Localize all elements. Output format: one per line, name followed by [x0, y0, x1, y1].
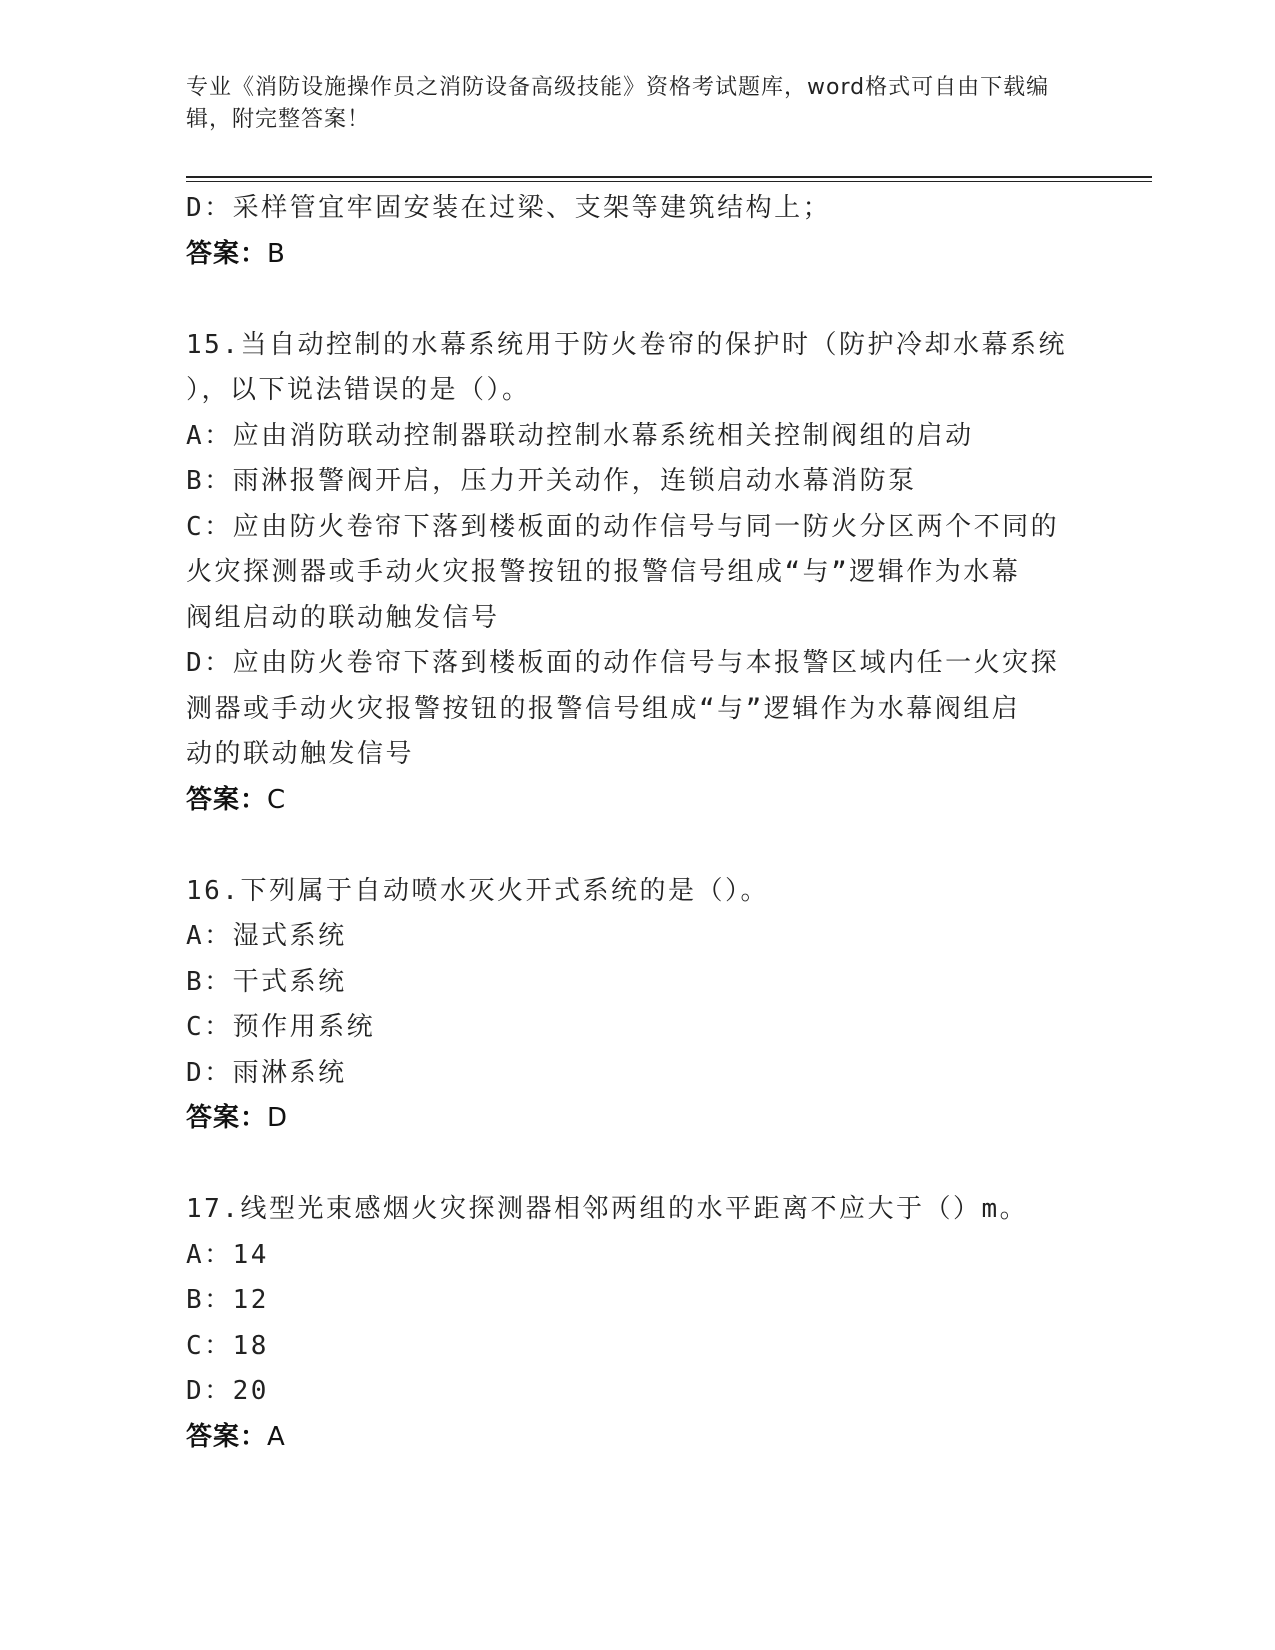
answer-line	[186, 1096, 1086, 1142]
question-stem: 15.当自动控制的水幕系统用于防火卷帘的保护时（防护冷却水幕系统	[186, 329, 1067, 360]
spacer	[186, 1142, 1086, 1188]
spacer	[186, 823, 1086, 869]
question-stem: 17.线型光束感烟火灾探测器相邻两组的水平距离不应大于（）m。	[186, 1194, 1029, 1224]
answer-value: A	[267, 1421, 286, 1452]
question-stem-continued: ），以下说法错误的是（）。	[186, 375, 531, 405]
option-d: D：雨淋系统	[186, 1057, 347, 1088]
option-c: C：应由防火卷帘下落到楼板面的动作信号与同一防火分区两个不同的	[186, 511, 1060, 542]
answer-line	[186, 778, 1086, 824]
question-15	[186, 323, 1086, 824]
question-stem: 16.下列属于自动喷水灭火开式系统的是（）。	[186, 875, 769, 906]
answer-line	[186, 1415, 1086, 1461]
question-17	[186, 1187, 1086, 1460]
document-header: 专业《消防设施操作员之消防设备高级技能》资格考试题库，word格式可自由下载编辑，附完整答案！	[186, 75, 1050, 132]
option-c-continued: 火灾探测器或手动火灾报警按钮的报警信号组成“与”逻辑作为水幕	[186, 557, 1021, 587]
option-b: B：干式系统	[186, 966, 347, 997]
answer-line	[186, 232, 1086, 278]
question-16	[186, 869, 1086, 1142]
option-c-continued: 阀组启动的联动触发信号	[186, 602, 500, 633]
option-c: C：预作用系统	[186, 1012, 376, 1042]
option-c: C：18	[186, 1330, 269, 1361]
option-d: D：应由防火卷帘下落到楼板面的动作信号与本报警区域内任一火灾探	[186, 648, 1060, 678]
header-divider-thin	[186, 181, 1152, 182]
option-b: B：雨淋报警阀开启，压力开关动作，连锁启动水幕消防泵	[186, 466, 917, 496]
option-d: D：20	[186, 1376, 269, 1406]
question-content	[186, 186, 1086, 1460]
option-a: A：14	[186, 1239, 269, 1270]
answer-label: 答案：	[186, 1103, 268, 1133]
answer-label: 答案：	[186, 238, 268, 269]
answer-label: 答案：	[186, 1421, 268, 1452]
answer-label: 答案：	[186, 784, 268, 815]
answer-value: D	[267, 1103, 289, 1133]
spacer	[186, 277, 1086, 323]
option-d-continued: 动的联动触发信号	[186, 739, 415, 769]
option-d: D：采样管宜牢固安装在过梁、支架等建筑结构上；	[186, 193, 832, 223]
option-d-continued: 测器或手动火灾报警按钮的报警信号组成“与”逻辑作为水幕阀组启	[186, 693, 1021, 724]
option-b: B：12	[186, 1285, 269, 1315]
option-a: A：应由消防联动控制器联动控制水幕系统相关控制阀组的启动	[186, 420, 974, 451]
header-divider-thick	[186, 176, 1152, 178]
answer-value: B	[267, 238, 286, 269]
answer-value: C	[267, 784, 287, 815]
previous-question-tail	[186, 186, 1086, 277]
option-a: A：湿式系统	[186, 921, 347, 951]
